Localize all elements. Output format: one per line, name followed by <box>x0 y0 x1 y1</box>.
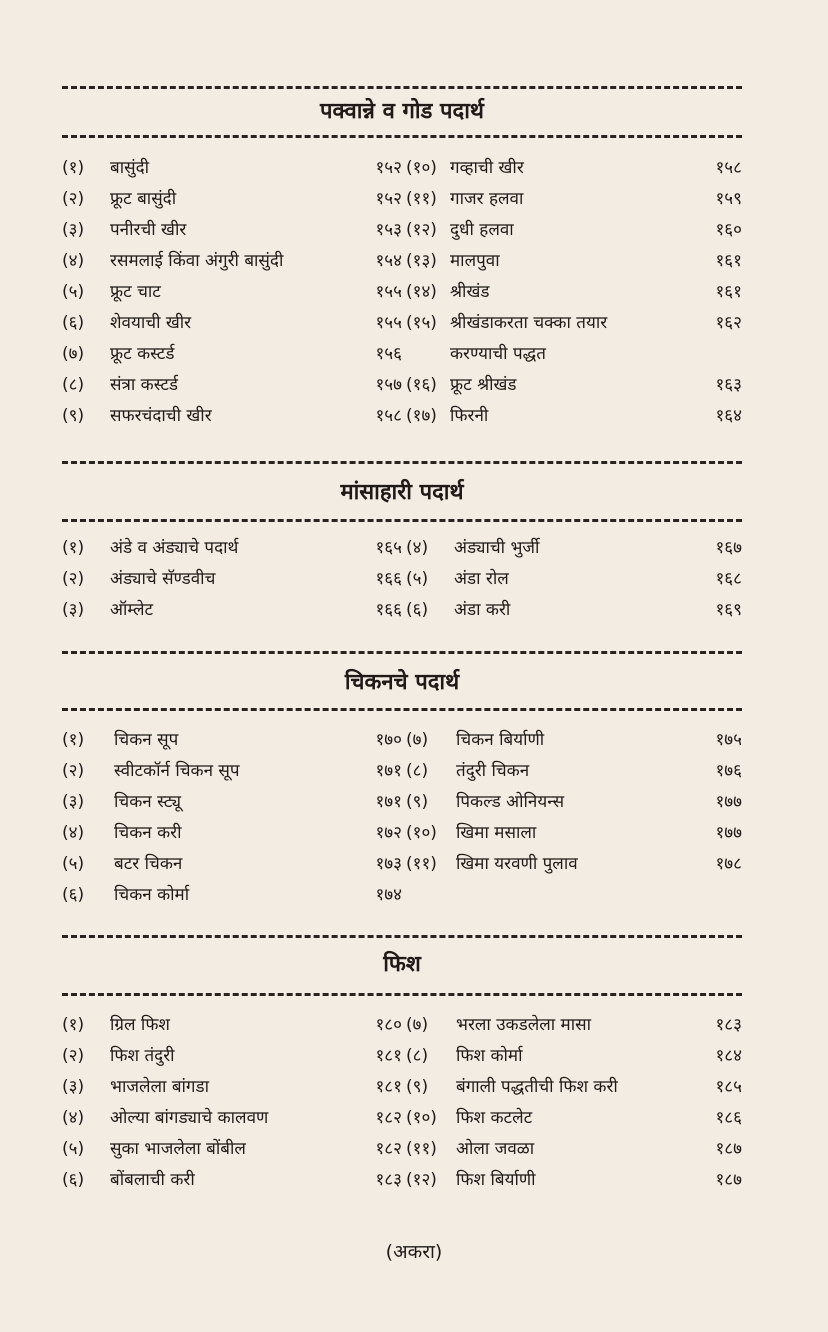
entry-page-number: १७१ <box>375 761 402 781</box>
entry-number: (८) <box>406 761 429 781</box>
entry-number: (११) <box>406 854 437 874</box>
contents-entry <box>62 401 402 432</box>
divider <box>62 993 742 996</box>
contents-entry <box>406 246 742 277</box>
entry-number: (६) <box>406 600 429 620</box>
entry-page-number: १८६ <box>715 1108 742 1128</box>
entry-page-number: १७५ <box>715 730 742 750</box>
contents-entry <box>406 215 742 246</box>
contents-entry <box>62 370 402 401</box>
section-right-column <box>406 153 742 432</box>
entry-number: (३) <box>62 220 85 240</box>
entry-page-number: १६९ <box>715 600 742 620</box>
entry-number: (८) <box>62 375 85 395</box>
entry-title: फ्रूट बासुंदी <box>110 189 177 209</box>
entry-title: बटर चिकन <box>114 854 183 874</box>
entry-title: दुधी हलवा <box>450 220 514 240</box>
entry-title: गव्हाची खीर <box>450 158 524 178</box>
entry-title: चिकन स्ट्यू <box>114 792 181 812</box>
contents-entry <box>406 401 742 432</box>
entry-title: अंडा करी <box>454 600 511 620</box>
section-right-column <box>406 1010 742 1196</box>
entry-page-number: १७७ <box>715 792 742 812</box>
entry-title: संत्रा कस्टर्ड <box>110 375 179 395</box>
entry-number: (१) <box>62 1015 85 1035</box>
section-heading: फिश <box>383 952 421 977</box>
entry-number: (४) <box>406 538 429 558</box>
section-heading: पक्वान्ने व गोड पदार्थ <box>320 99 484 124</box>
entry-page-number: १७० <box>375 730 402 750</box>
entry-number: (४) <box>62 251 85 271</box>
entry-page-number: १५८ <box>375 406 402 426</box>
entry-number: (२) <box>62 761 85 781</box>
divider <box>62 461 742 464</box>
entry-page-number: १५५ <box>375 313 402 333</box>
divider <box>62 651 742 654</box>
entry-title: रसमलाई किंवा अंगुरी बासुंदी <box>110 251 284 271</box>
contents-entry <box>62 1010 402 1041</box>
entry-page-number: १५५ <box>375 282 402 302</box>
entry-number: (२) <box>62 1046 85 1066</box>
entry-number: (१) <box>62 158 85 178</box>
contents-entry <box>62 1165 402 1196</box>
entry-title: पनीरची खीर <box>110 220 187 240</box>
entry-number: (७) <box>62 344 85 364</box>
entry-title: ऑम्लेट <box>110 600 154 620</box>
divider <box>62 708 742 711</box>
entry-title: ग्रिल फिश <box>110 1015 170 1035</box>
section-heading: मांसाहारी पदार्थ <box>340 480 464 505</box>
entry-page-number: १८३ <box>375 1170 402 1190</box>
entry-number: (१६) <box>406 375 437 395</box>
contents-entry <box>62 1041 402 1072</box>
entry-title: फिरनी <box>450 406 489 426</box>
entry-page-number: १८३ <box>715 1015 742 1035</box>
section-left-column <box>62 533 402 626</box>
entry-title: श्रीखंड <box>450 282 490 302</box>
entry-page-number: १५२ <box>375 189 402 209</box>
contents-entry <box>406 849 742 880</box>
contents-entry <box>62 277 402 308</box>
contents-entry <box>406 1103 742 1134</box>
contents-entry <box>406 533 742 564</box>
entry-title: खिमा मसाला <box>456 823 537 843</box>
section-left-column <box>62 725 402 911</box>
entry-number: (३) <box>62 600 85 620</box>
contents-entry <box>406 153 742 184</box>
contents-entry <box>406 339 742 370</box>
entry-number: (१) <box>62 730 85 750</box>
entry-title: अंडे व अंड्याचे पदार्थ <box>110 538 239 558</box>
contents-entry <box>62 1072 402 1103</box>
entry-number: (५) <box>62 282 85 302</box>
contents-entry <box>62 215 402 246</box>
contents-entry <box>406 595 742 626</box>
entry-title: चिकन सूप <box>114 730 179 750</box>
contents-entry <box>62 184 402 215</box>
entry-page-number: १८२ <box>375 1108 402 1128</box>
entry-page-number: १७४ <box>375 885 402 905</box>
entry-title: सुका भाजलेला बोंबील <box>110 1139 246 1159</box>
entry-title: फिश बिर्याणी <box>456 1170 536 1190</box>
entry-title: चिकन करी <box>114 823 182 843</box>
contents-entry <box>62 818 402 849</box>
contents-entry <box>406 308 742 339</box>
entry-title: श्रीखंडाकरता चक्का तयार <box>450 313 608 333</box>
divider <box>62 519 742 522</box>
entry-page-number: १७१ <box>375 792 402 812</box>
entry-number: (३) <box>62 1077 85 1097</box>
entry-page-number: १८० <box>375 1015 402 1035</box>
entry-title: स्वीटकॉर्न चिकन सूप <box>114 761 240 781</box>
contents-entry <box>406 370 742 401</box>
entry-page-number: १५२ <box>375 158 402 178</box>
entry-page-number: १८५ <box>715 1077 742 1097</box>
section-heading: चिकनचे पदार्थ <box>344 670 460 695</box>
entry-number: (१३) <box>406 251 437 271</box>
entry-title: फ्रूट श्रीखंड <box>450 375 517 395</box>
entry-page-number: १७७ <box>715 823 742 843</box>
entry-number: (४) <box>62 1108 85 1128</box>
entry-page-number: १८४ <box>715 1046 742 1066</box>
entry-page-number: १६८ <box>715 569 742 589</box>
entry-title: फिश कोर्मा <box>456 1046 523 1066</box>
entry-title: फिश तंदुरी <box>110 1046 175 1066</box>
entry-number: (१०) <box>406 1108 437 1128</box>
entry-page-number: १५६ <box>375 344 402 364</box>
contents-entry <box>62 1134 402 1165</box>
entry-page-number: १८७ <box>715 1139 742 1159</box>
entry-number: (१४) <box>406 282 437 302</box>
entry-number: (५) <box>406 569 429 589</box>
entry-number: (३) <box>62 792 85 812</box>
entry-number: (७) <box>406 1015 429 1035</box>
entry-page-number: १६२ <box>715 313 742 333</box>
entry-title: अंडा रोल <box>454 569 509 589</box>
entry-number: (१०) <box>406 823 437 843</box>
entry-title: भाजलेला बांगडा <box>110 1077 210 1097</box>
entry-number: (१२) <box>406 220 437 240</box>
contents-entry <box>62 725 402 756</box>
entry-page-number: १६५ <box>375 538 402 558</box>
entry-page-number: १५३ <box>375 220 402 240</box>
entry-title: अंड्याची भुर्जी <box>454 538 540 558</box>
contents-entry <box>62 533 402 564</box>
entry-title: ओल्या बांगड्याचे कालवण <box>110 1108 269 1128</box>
entry-page-number: १७८ <box>715 854 742 874</box>
entry-page-number: १८१ <box>375 1077 402 1097</box>
entry-title: गाजर हलवा <box>450 189 524 209</box>
contents-entry <box>62 308 402 339</box>
contents-entry <box>406 564 742 595</box>
entry-title: चिकन बिर्याणी <box>456 730 545 750</box>
entry-page-number: १६६ <box>375 600 402 620</box>
entry-title: बोंबलाची करी <box>110 1170 195 1190</box>
entry-title: फ्रूट कस्टर्ड <box>110 344 175 364</box>
entry-page-number: १५९ <box>715 189 742 209</box>
entry-number: (१५) <box>406 313 437 333</box>
page-number-footer: (अकरा) <box>385 1241 443 1263</box>
contents-entry <box>406 1165 742 1196</box>
section-right-column <box>406 533 742 626</box>
entry-number: (११) <box>406 189 437 209</box>
entry-number: (१७) <box>406 406 437 426</box>
entry-number: (२) <box>62 569 85 589</box>
contents-entry <box>62 595 402 626</box>
contents-entry <box>406 184 742 215</box>
entry-title: मालपुवा <box>450 251 500 271</box>
contents-entry <box>62 564 402 595</box>
entry-number: (४) <box>62 823 85 843</box>
entry-page-number: १६४ <box>715 406 742 426</box>
entry-number: (५) <box>62 1139 85 1159</box>
entry-number: (८) <box>406 1046 429 1066</box>
entry-number: (२) <box>62 189 85 209</box>
entry-page-number: १८७ <box>715 1170 742 1190</box>
entry-number: (१०) <box>406 158 437 178</box>
entry-title: सफरचंदाची खीर <box>110 406 212 426</box>
divider <box>62 86 742 89</box>
entry-page-number: १६३ <box>715 375 742 395</box>
divider <box>62 135 742 138</box>
entry-title: चिकन कोर्मा <box>114 885 190 905</box>
contents-entry <box>406 1072 742 1103</box>
entry-number: (६) <box>62 313 85 333</box>
contents-entry <box>62 339 402 370</box>
entry-page-number: १७२ <box>375 823 402 843</box>
entry-title: ओला जवळा <box>456 1139 535 1159</box>
entry-title: अंड्याचे सॅण्डवीच <box>110 569 216 589</box>
entry-page-number: १५४ <box>375 251 402 271</box>
contents-entry <box>406 277 742 308</box>
contents-entry <box>406 818 742 849</box>
entry-title: शेवयाची खीर <box>110 313 192 333</box>
contents-entry <box>406 756 742 787</box>
entry-page-number: १७६ <box>715 761 742 781</box>
entry-title: बासुंदी <box>110 158 150 178</box>
entry-number: (९) <box>406 792 429 812</box>
entry-number: (११) <box>406 1139 437 1159</box>
entry-number: (१२) <box>406 1170 437 1190</box>
entry-page-number: १६१ <box>715 282 742 302</box>
contents-entry <box>406 1134 742 1165</box>
contents-entry <box>62 756 402 787</box>
entry-number: (९) <box>406 1077 429 1097</box>
entry-number: (५) <box>62 854 85 874</box>
entry-number: (९) <box>62 406 85 426</box>
entry-page-number: १८२ <box>375 1139 402 1159</box>
entry-page-number: १६१ <box>715 251 742 271</box>
contents-entry <box>62 849 402 880</box>
entry-page-number: १५८ <box>715 158 742 178</box>
contents-entry <box>62 880 402 911</box>
entry-page-number: १७३ <box>375 854 402 874</box>
entry-page-number: १८१ <box>375 1046 402 1066</box>
contents-entry <box>62 153 402 184</box>
entry-title: फ्रूट चाट <box>110 282 161 302</box>
entry-page-number: १६७ <box>715 538 742 558</box>
contents-entry <box>62 1103 402 1134</box>
contents-entry <box>406 725 742 756</box>
entry-number: (७) <box>406 730 429 750</box>
contents-entry <box>62 787 402 818</box>
contents-entry <box>406 787 742 818</box>
entry-title: बंगाली पद्धतीची फिश करी <box>456 1077 618 1097</box>
entry-number: (६) <box>62 885 85 905</box>
entry-page-number: १६६ <box>375 569 402 589</box>
entry-title: पिकल्ड ओनियन्स <box>456 792 565 812</box>
entry-page-number: १५७ <box>375 375 402 395</box>
entry-page-number: १६० <box>715 220 742 240</box>
entry-number: (१) <box>62 538 85 558</box>
contents-entry <box>406 1041 742 1072</box>
entry-title: तंदुरी चिकन <box>456 761 530 781</box>
entry-number: (६) <box>62 1170 85 1190</box>
contents-entry <box>406 1010 742 1041</box>
entry-title: खिमा यरवणी पुलाव <box>456 854 578 874</box>
divider <box>62 935 742 938</box>
section-left-column <box>62 153 402 432</box>
entry-title: करण्याची पद्धत <box>450 344 546 364</box>
contents-entry <box>62 246 402 277</box>
section-right-column <box>406 725 742 880</box>
section-left-column <box>62 1010 402 1196</box>
entry-title: फिश कटलेट <box>456 1108 533 1128</box>
entry-title: भरला उकडलेला मासा <box>456 1015 592 1035</box>
